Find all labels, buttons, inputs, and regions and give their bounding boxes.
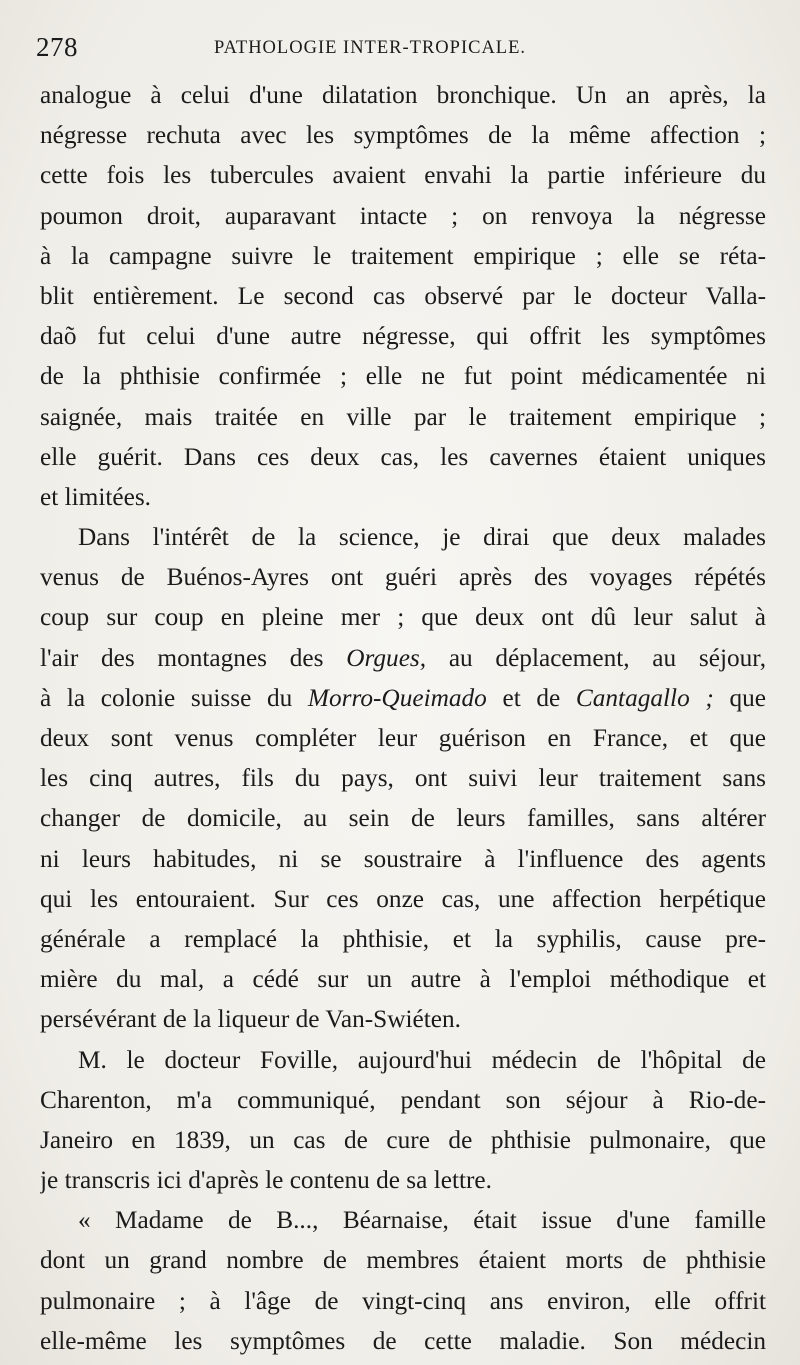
body-text [40, 75, 766, 1361]
text-line: Charenton, m'a communiqué, pendant son séjour à Rio-de- [40, 1085, 766, 1114]
text-line: pulmonaire ; à l'âge de vingt-cinq ans environ, elle offrit [40, 1286, 766, 1315]
text-line: mière du mal, a cédé sur un autre à l'emploi méthodique et [40, 965, 766, 994]
text-line: persévérant de la liqueur de Van-Swiéten. [40, 1005, 461, 1034]
text-line: générale a remplacé la phthisie, et la syphilis, cause pre- [40, 924, 766, 953]
text-segment: et de [502, 683, 561, 712]
text-line: Janeiro en 1839, un cas de cure de phthisie pulmonaire, que [40, 1125, 766, 1154]
text-line: de la phthisie confirmée ; elle ne fut point médicamentée ni [40, 362, 766, 391]
text-line [40, 678, 766, 718]
text-line: je transcris ici d'après le contenu de sa lettre. [40, 1166, 492, 1195]
paragraph-start: « Madame de B..., Béarnaise, était issue d'une famille [78, 1206, 766, 1235]
page-header [36, 32, 766, 72]
text-line: deux sont venus compléter leur guérison en France, et que [40, 724, 766, 752]
running-title: PATHOLOGIE INTER-TROPICALE. [214, 38, 527, 58]
text-line: négresse rechuta avec les symptômes de la même affection ; [40, 121, 766, 150]
text-line: les cinq autres, fils du pays, ont suivi leur traitement sans [40, 764, 766, 793]
text-segment: l'air des montagnes des [40, 643, 324, 672]
text-line: cette fois les tubercules avaient envahi la partie inférieure du [40, 161, 766, 190]
text-line: à la campagne suivre le traitement empirique ; elle se réta- [40, 241, 766, 270]
text-line: poumon droit, auparavant intacte ; on renvoya la négresse [40, 201, 766, 230]
text-line: elle-même les symptômes de cette maladie. Son médecin [40, 1326, 766, 1355]
paragraph-start: M. le docteur Foville, aujourd'hui médecin de l'hôpital de [78, 1045, 766, 1074]
text-line: dont un grand nombre de membres étaient morts de phthisie [40, 1246, 766, 1275]
text-line: blit entièrement. Le second cas observé par le docteur Valla- [40, 281, 766, 310]
paragraph-start: Dans l'intérêt de la science, je dirai que deux malades [78, 523, 766, 552]
text-line [40, 638, 766, 678]
text-line: ni leurs habitudes, ni se soustraire à l'influence des agents [40, 844, 766, 873]
place-name-italic: Cantagallo ; [575, 683, 714, 712]
text-line: analogue à celui d'une dilatation bronchique. Un an après, la [40, 81, 766, 109]
text-segment: à la colonie suisse du [40, 683, 293, 712]
place-name-italic: Morro-Queimado [307, 683, 487, 712]
text-line: qui les entouraient. Sur ces onze cas, une affection herpétique [40, 884, 766, 913]
text-segment: au déplacement, au séjour, [448, 643, 766, 672]
text-line: elle guérit. Dans ces deux cas, les cavernes étaient uniques [40, 442, 766, 471]
text-line: coup sur coup en pleine mer ; que deux ont dû leur salut à [40, 603, 766, 632]
text-segment: que [729, 683, 766, 712]
text-line: et limitées. [40, 482, 151, 511]
text-line: daõ fut celui d'une autre négresse, qui offrit les symptômes [40, 322, 766, 351]
page-number: 278 [36, 32, 78, 62]
place-name-italic: Orgues, [346, 643, 427, 672]
text-line: changer de domicile, au sein de leurs familles, sans altérer [40, 804, 766, 833]
text-line: venus de Buénos-Ayres ont guéri après des voyages répétés [40, 563, 766, 592]
text-line: saignée, mais traitée en ville par le traitement empirique ; [40, 402, 766, 431]
